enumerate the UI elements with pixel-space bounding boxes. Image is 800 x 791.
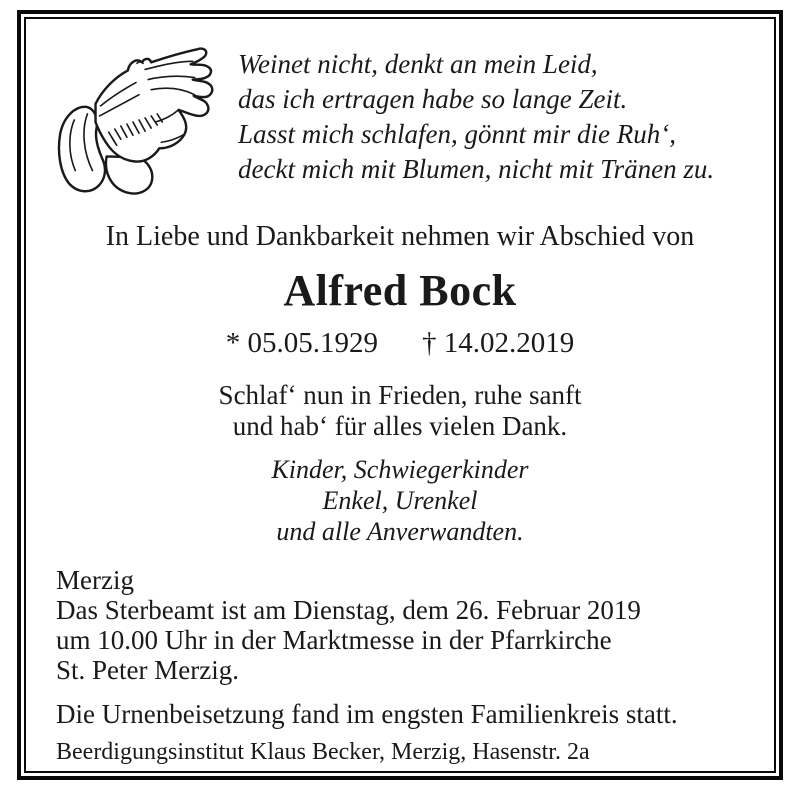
service-line: St. Peter Merzig.	[56, 655, 239, 685]
poem-line: deckt mich mit Blumen, nicht mit Tränen zu.	[238, 154, 715, 184]
birth-date: * 05.05.1929	[225, 327, 378, 359]
life-dates	[26, 327, 774, 360]
mourner-line: und alle Anverwandten.	[276, 517, 524, 546]
deceased-name: Alfred Bock	[283, 266, 517, 315]
poem-line: Weinet nicht, denkt an mein Leid,	[238, 49, 598, 79]
city-line: Merzig	[56, 565, 134, 595]
mourners-list	[26, 454, 774, 547]
service-details	[26, 565, 774, 685]
notice-frame	[17, 10, 783, 780]
mourner-line: Enkel, Urenkel	[322, 486, 478, 515]
burial-notice: Die Urnenbeisetzung fand im engsten Familienkreis statt.	[56, 699, 678, 729]
notice-inner-frame	[24, 17, 776, 773]
service-line: Das Sterbeamt ist am Dienstag, dem 26. Februar 2019	[56, 595, 641, 625]
death-date: † 14.02.2019	[422, 327, 575, 359]
intro-line: In Liebe und Dankbarkeit nehmen wir Abschied von	[105, 221, 695, 252]
memorial-poem	[238, 47, 714, 187]
mourner-line: Kinder, Schwiegerkinder	[271, 455, 529, 484]
farewell-verse	[26, 380, 774, 442]
poem-line: das ich ertragen habe so lange Zeit.	[238, 84, 628, 114]
header-section	[26, 19, 774, 201]
praying-hands-icon	[50, 39, 222, 201]
farewell-line: Schlaf‘ nun in Frieden, ruhe sanft	[218, 380, 582, 410]
funeral-home: Beerdigungsinstitut Klaus Becker, Merzig, Hasenstr. 2a	[56, 739, 590, 765]
poem-line: Lasst mich schlafen, gönnt mir die Ruh‘,	[238, 119, 676, 149]
service-line: um 10.00 Uhr in der Marktmesse in der Pfarrkirche	[56, 625, 612, 655]
farewell-line: und hab‘ für alles vielen Dank.	[232, 411, 568, 441]
